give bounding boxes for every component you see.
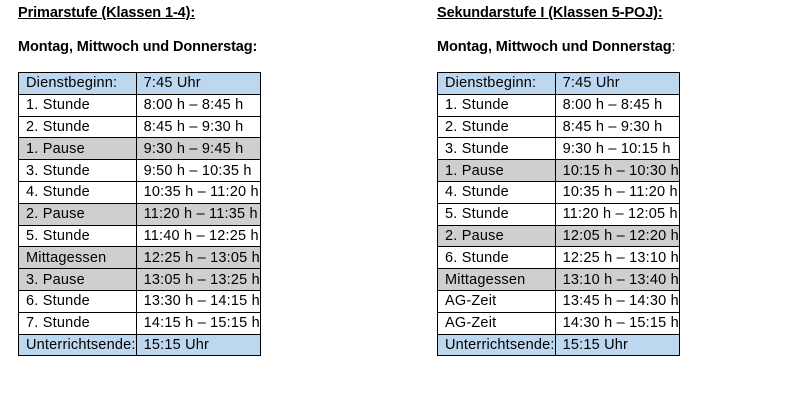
schedule-row bbox=[19, 247, 261, 269]
schedule-row bbox=[19, 225, 261, 247]
schedule-period-label: 6. Stunde bbox=[438, 247, 556, 269]
schedule-period-time: 9:30 h – 10:15 h bbox=[555, 138, 679, 160]
schedule-period-time: 7:45 Uhr bbox=[136, 73, 260, 95]
schedule-period-time: 7:45 Uhr bbox=[555, 73, 679, 95]
schedule-row bbox=[19, 203, 261, 225]
schedule-period-label: 7. Stunde bbox=[19, 312, 137, 334]
schedule-period-time: 13:30 h – 14:15 h bbox=[136, 290, 260, 312]
schedule-period-label: 6. Stunde bbox=[19, 290, 137, 312]
sekundarstufe-subtitle-colon: : bbox=[671, 39, 676, 55]
schedule-row bbox=[438, 116, 680, 138]
schedule-period-label: 3. Pause bbox=[19, 269, 137, 291]
schedule-row bbox=[19, 94, 261, 116]
schedule-row bbox=[19, 160, 261, 182]
schedule-period-label: 1. Stunde bbox=[438, 94, 556, 116]
schedule-row bbox=[19, 116, 261, 138]
schedule-period-label: Mittagessen bbox=[19, 247, 137, 269]
schedule-period-label: 4. Stunde bbox=[438, 181, 556, 203]
schedule-period-time: 8:45 h – 9:30 h bbox=[136, 116, 260, 138]
schedule-period-label: Unterrichtsende: bbox=[19, 334, 137, 356]
schedule-period-label: 4. Stunde bbox=[19, 181, 137, 203]
schedule-row bbox=[438, 225, 680, 247]
schedule-period-time: 13:45 h – 14:30 h bbox=[555, 290, 679, 312]
schedule-period-time: 8:00 h – 8:45 h bbox=[555, 94, 679, 116]
schedule-period-time: 10:35 h – 11:20 h bbox=[555, 181, 679, 203]
schedule-period-label: 2. Pause bbox=[19, 203, 137, 225]
schedule-period-time: 13:05 h – 13:25 h bbox=[136, 269, 260, 291]
schedule-period-label: AG-Zeit bbox=[438, 312, 556, 334]
schedule-period-label: Dienstbeginn: bbox=[19, 73, 137, 95]
schedule-row bbox=[438, 94, 680, 116]
sekundarstufe-schedule-body bbox=[438, 73, 680, 356]
schedule-period-label: Unterrichtsende: bbox=[438, 334, 556, 356]
schedule-period-label: 1. Pause bbox=[19, 138, 137, 160]
schedule-period-time: 12:25 h – 13:10 h bbox=[555, 247, 679, 269]
schedule-row bbox=[438, 138, 680, 160]
schedule-row bbox=[19, 334, 261, 356]
primarstufe-schedule-table bbox=[18, 72, 261, 356]
schedule-period-time: 15:15 Uhr bbox=[136, 334, 260, 356]
schedule-row bbox=[19, 312, 261, 334]
schedule-period-label: 2. Stunde bbox=[19, 116, 137, 138]
schedule-period-time: 11:20 h – 11:35 h bbox=[136, 203, 260, 225]
schedule-row bbox=[19, 269, 261, 291]
schedule-row bbox=[19, 138, 261, 160]
schedule-period-time: 12:25 h – 13:05 h bbox=[136, 247, 260, 269]
schedule-row bbox=[438, 290, 680, 312]
schedule-row bbox=[438, 334, 680, 356]
schedule-row bbox=[19, 290, 261, 312]
schedule-period-label: 1. Stunde bbox=[19, 94, 137, 116]
primarstufe-subtitle: Montag, Mittwoch und Donnerstag: bbox=[18, 39, 258, 55]
schedule-period-label: 3. Stunde bbox=[19, 160, 137, 182]
schedule-row bbox=[438, 73, 680, 95]
schedule-period-label: Dienstbeginn: bbox=[438, 73, 556, 95]
sekundarstufe-schedule-table bbox=[437, 72, 680, 356]
schedule-period-time: 15:15 Uhr bbox=[555, 334, 679, 356]
schedule-period-label: 5. Stunde bbox=[438, 203, 556, 225]
schedule-period-time: 10:15 h – 10:30 h bbox=[555, 160, 679, 182]
schedule-row bbox=[438, 181, 680, 203]
sekundarstufe-title: Sekundarstufe I (Klassen 5-POJ): bbox=[437, 5, 663, 21]
schedule-row bbox=[19, 73, 261, 95]
sekundarstufe-subtitle bbox=[437, 39, 675, 55]
schedule-period-label: 2. Pause bbox=[438, 225, 556, 247]
schedule-period-label: Mittagessen bbox=[438, 269, 556, 291]
primarstufe-schedule-body bbox=[19, 73, 261, 356]
schedule-row bbox=[438, 269, 680, 291]
schedule-period-time: 11:40 h – 12:25 h bbox=[136, 225, 260, 247]
schedule-period-time: 8:45 h – 9:30 h bbox=[555, 116, 679, 138]
schedule-period-label: AG-Zeit bbox=[438, 290, 556, 312]
schedule-period-label: 3. Stunde bbox=[438, 138, 556, 160]
schedule-row bbox=[438, 203, 680, 225]
primarstufe-title: Primarstufe (Klassen 1-4): bbox=[18, 5, 196, 21]
schedule-period-label: 5. Stunde bbox=[19, 225, 137, 247]
schedule-period-time: 10:35 h – 11:20 h bbox=[136, 181, 260, 203]
schedule-period-label: 2. Stunde bbox=[438, 116, 556, 138]
schedule-row bbox=[19, 181, 261, 203]
schedule-row bbox=[438, 247, 680, 269]
schedule-period-label: 1. Pause bbox=[438, 160, 556, 182]
schedule-row bbox=[438, 160, 680, 182]
schedule-period-time: 14:30 h – 15:15 h bbox=[555, 312, 679, 334]
schedule-period-time: 8:00 h – 8:45 h bbox=[136, 94, 260, 116]
schedule-period-time: 11:20 h – 12:05 h bbox=[555, 203, 679, 225]
sekundarstufe-subtitle-text: Montag, Mittwoch und Donnerstag bbox=[437, 39, 672, 55]
schedule-period-time: 14:15 h – 15:15 h bbox=[136, 312, 260, 334]
schedule-period-time: 9:30 h – 9:45 h bbox=[136, 138, 260, 160]
schedule-period-time: 13:10 h – 13:40 h bbox=[555, 269, 679, 291]
schedule-row bbox=[438, 312, 680, 334]
schedule-period-time: 9:50 h – 10:35 h bbox=[136, 160, 260, 182]
schedule-period-time: 12:05 h – 12:20 h bbox=[555, 225, 679, 247]
